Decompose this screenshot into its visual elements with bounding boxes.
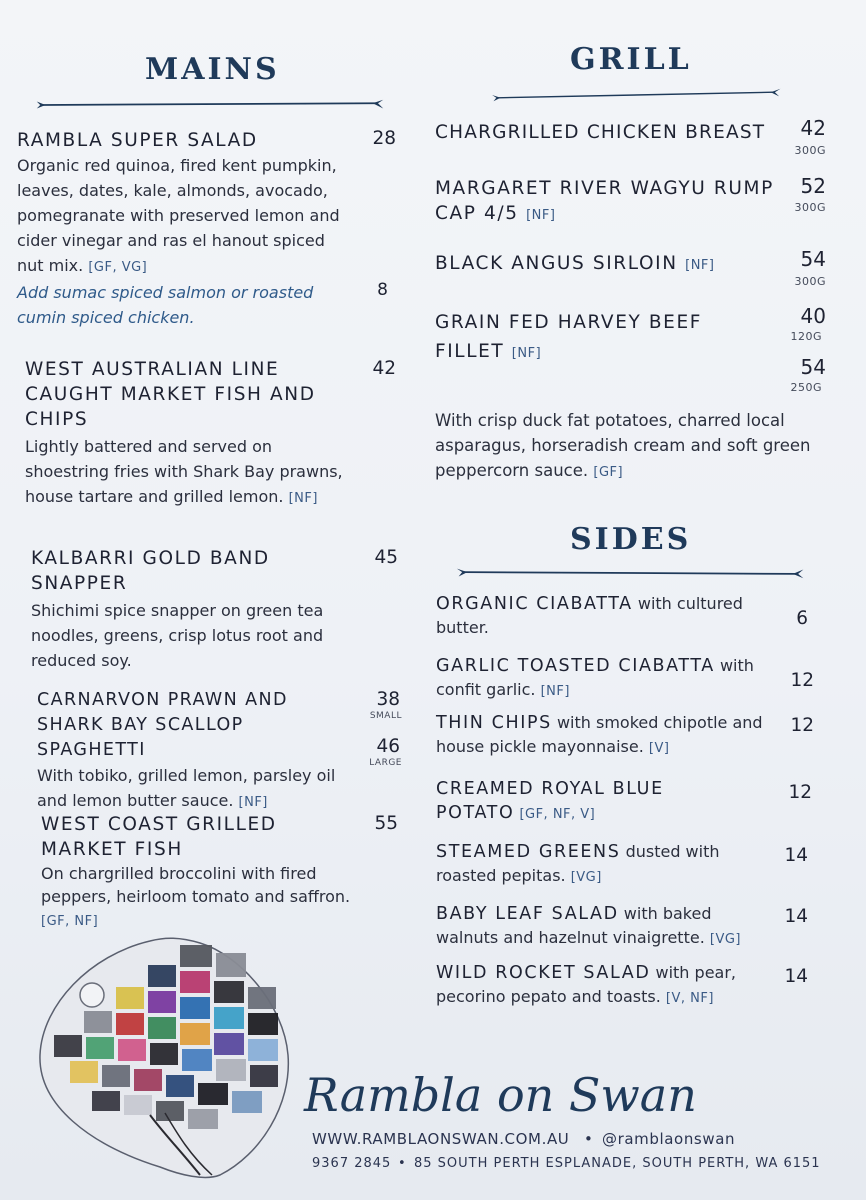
side-item-baby-leaf-salad bbox=[436, 902, 766, 952]
item-name: CARNARVON PRAWN AND SHARK BAY SCALLOP SPAGHETTI bbox=[37, 690, 288, 760]
diet-tags: [VG] bbox=[570, 870, 602, 885]
price-120g: 40 bbox=[800, 304, 826, 328]
mains-item-spaghetti bbox=[37, 688, 357, 815]
diet-tags: [GF, NF, V] bbox=[519, 807, 596, 822]
price: 14 bbox=[784, 906, 808, 927]
price-small: 38 bbox=[376, 689, 400, 710]
diet-tags: [NF] bbox=[288, 491, 318, 506]
sides-heading: SIDES bbox=[570, 522, 692, 557]
item-name: BABY LEAF SALAD bbox=[436, 904, 619, 924]
price: 42 bbox=[372, 358, 396, 379]
item-name: WEST COAST GRILLED MARKET FISH bbox=[41, 814, 277, 860]
price: 28 bbox=[372, 128, 396, 149]
price: 12 bbox=[790, 715, 814, 736]
weight-120g: 120G bbox=[790, 330, 822, 343]
side-item-steamed-greens bbox=[436, 840, 766, 890]
item-name: THIN CHIPS bbox=[436, 713, 552, 733]
mains-item-fish-and-chips bbox=[25, 357, 345, 511]
item-addon: Add sumac spiced salmon or roasted cumin spiced chicken. bbox=[17, 283, 314, 327]
side-item-thin-chips bbox=[436, 711, 766, 761]
item-name: CHARGRILLED CHICKEN BREAST bbox=[435, 122, 766, 143]
grill-item-sirloin bbox=[435, 251, 775, 278]
item-desc: dusted with roasted pepitas. bbox=[436, 842, 720, 885]
item-name: WILD ROCKET SALAD bbox=[436, 963, 651, 983]
address: 85 SOUTH PERTH ESPLANADE, SOUTH PERTH, WA 6151 bbox=[414, 1156, 821, 1171]
diet-tags: [GF] bbox=[593, 465, 624, 480]
item-name: RAMBLA SUPER SALAD bbox=[17, 130, 258, 151]
item-name-wrap bbox=[435, 308, 735, 368]
price-large: 46 bbox=[376, 736, 400, 757]
weight-250g: 250G bbox=[790, 381, 822, 394]
weight: 300G bbox=[794, 201, 826, 214]
price: 45 bbox=[374, 547, 398, 568]
mains-item-snapper bbox=[31, 546, 346, 673]
price: 42 bbox=[800, 116, 826, 140]
item-name: STEAMED GREENS bbox=[436, 842, 621, 862]
mains-item-grilled-fish bbox=[41, 812, 361, 933]
phone-number: 9367 2845 bbox=[312, 1156, 392, 1171]
item-name: GARLIC TOASTED CIABATTA bbox=[436, 656, 715, 676]
diet-tags: [GF, VG] bbox=[88, 260, 148, 275]
diet-tags: [NF] bbox=[526, 208, 556, 223]
item-desc: Shichimi spice snapper on green tea noodles, greens, crisp lotus root and reduced soy. bbox=[31, 601, 324, 670]
item-desc: with smoked chipotle and house pickle mayonnaise. bbox=[436, 713, 763, 756]
price: 6 bbox=[796, 608, 808, 629]
price: 14 bbox=[784, 966, 808, 987]
addon-price: 8 bbox=[377, 280, 388, 300]
item-desc: Lightly battered and served on shoestring fries with Shark Bay prawns, house tartare and grilled lemon. [NF] bbox=[25, 437, 343, 506]
item-desc: With tobiko, grilled lemon, parsley oil and lemon butter sauce. [NF] bbox=[37, 766, 336, 810]
grill-heading: GRILL bbox=[570, 42, 692, 77]
side-item-garlic-ciabatta bbox=[436, 654, 766, 704]
item-name-wrap bbox=[435, 176, 775, 228]
mains-heading: MAINS bbox=[145, 52, 280, 87]
item-desc: Organic red quinoa, fired kent pumpkin, leaves, dates, kale, almonds, avocado, pomegranate with preserved lemon and cider vinegar and ras el hanout spiced nut mix. [GF, VG] bbox=[17, 156, 340, 275]
diet-tags: [V] bbox=[648, 741, 670, 756]
item-desc: with baked walnuts and hazelnut vinaigrette. bbox=[436, 904, 712, 947]
social-handle[interactable]: @ramblaonswan bbox=[602, 1130, 736, 1148]
item-desc: with pear, pecorino pepato and toasts. bbox=[436, 963, 736, 1006]
side-item-wild-rocket-salad bbox=[436, 961, 766, 1011]
item-name: KALBARRI GOLD BAND SNAPPER bbox=[31, 548, 270, 594]
diet-tags: [NF] bbox=[238, 795, 268, 810]
grill-item-chicken bbox=[435, 120, 785, 145]
weight: 300G bbox=[794, 144, 826, 157]
diet-tags: [V, NF] bbox=[665, 991, 714, 1006]
grill-item-wagyu bbox=[435, 176, 775, 228]
separator-dot: • bbox=[398, 1156, 407, 1171]
size-small-label: SMALL bbox=[369, 711, 402, 721]
diet-tags: [NF] bbox=[511, 346, 542, 361]
grill-divider bbox=[428, 88, 846, 102]
price: 52 bbox=[800, 174, 826, 198]
separator-dot: • bbox=[584, 1130, 594, 1148]
item-desc: with confit garlic. bbox=[436, 656, 754, 699]
mains-divider bbox=[8, 98, 412, 112]
price-250g: 54 bbox=[800, 355, 826, 379]
mosaic-shell-illustration bbox=[30, 935, 300, 1185]
side-item-royal-blue-potato bbox=[436, 777, 696, 827]
grill-item-beef-fillet bbox=[435, 308, 735, 368]
mains-item-super-salad bbox=[17, 128, 347, 330]
item-desc: On chargrilled broccolini with fired peppers, heirloom tomato and saffron. [GF, NF] bbox=[41, 864, 351, 929]
grill-note: With crisp duck fat potatoes, charred local asparagus, horseradish cream and soft green peppercorn sauce. [GF] bbox=[435, 411, 811, 480]
price: 14 bbox=[784, 845, 808, 866]
item-name: BLACK ANGUS SIRLOIN bbox=[435, 253, 678, 274]
item-name: MARGARET RIVER WAGYU RUMP CAP 4/5 bbox=[435, 178, 774, 224]
price: 12 bbox=[790, 670, 814, 691]
item-name: WEST AUSTRALIAN LINE CAUGHT MARKET FISH AND CHIPS bbox=[25, 359, 316, 430]
brand-wordmark: Rambla on Swan bbox=[304, 1068, 697, 1122]
price: 54 bbox=[800, 247, 826, 271]
weight: 300G bbox=[794, 275, 826, 288]
diet-tags: [NF] bbox=[540, 684, 570, 699]
item-name: GRAIN FED HARVEY BEEF FILLET bbox=[435, 312, 702, 362]
item-name-wrap bbox=[435, 251, 775, 278]
item-name: CREAMED ROYAL BLUE POTATO bbox=[436, 779, 664, 823]
item-name: ORGANIC CIABATTA bbox=[436, 594, 633, 614]
diet-tags: [NF] bbox=[685, 258, 715, 273]
side-item-ciabatta bbox=[436, 592, 766, 640]
size-large-label: LARGE bbox=[369, 758, 402, 768]
diet-tags: [GF, NF] bbox=[41, 914, 99, 929]
diet-tags: [VG] bbox=[709, 932, 741, 947]
sides-divider bbox=[430, 566, 832, 580]
price: 55 bbox=[374, 813, 398, 834]
item-desc: with cultured butter. bbox=[436, 594, 743, 637]
price: 12 bbox=[788, 782, 812, 803]
website-link[interactable]: WWW.RAMBLAONSWAN.COM.AU bbox=[312, 1130, 570, 1148]
